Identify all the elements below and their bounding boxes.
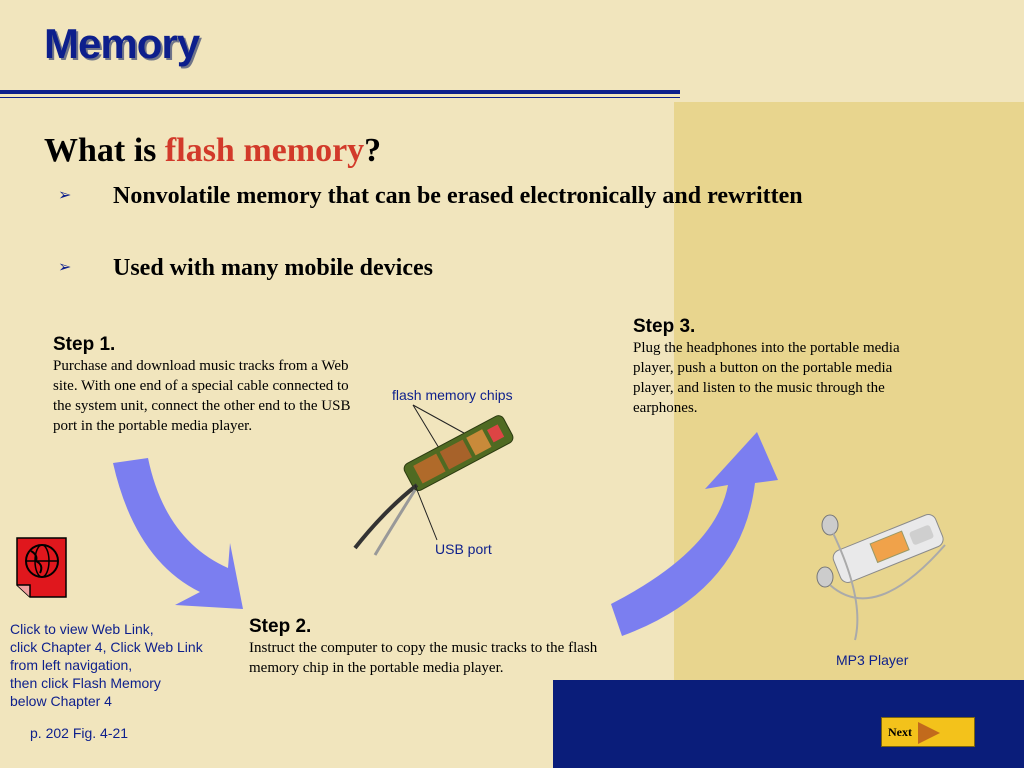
web-link-line: click Chapter 4, Click Web Link — [10, 639, 203, 655]
question-prefix: What is — [44, 132, 165, 169]
step1-to-step2-arrow — [113, 458, 243, 609]
step-3-heading: Step 3. — [633, 316, 696, 337]
page-reference: p. 202 Fig. 4-21 — [30, 725, 129, 741]
flash-memory-device-image — [345, 400, 525, 560]
bullet-arrow-icon: ➢ — [58, 257, 72, 276]
bullet-text: Used with many mobile devices — [113, 255, 433, 281]
step-1-heading: Step 1. — [53, 334, 116, 355]
mp3-player-label: MP3 Player — [836, 652, 909, 668]
web-link-line: Click to view Web Link, — [10, 621, 154, 637]
step2-to-step3-arrow — [611, 432, 778, 636]
web-link-line: below Chapter 4 — [10, 693, 112, 709]
step-2 — [249, 616, 609, 678]
step-1-text: Purchase and download music tracks from a Web site. With one end of a special cable connected to the system unit, connect the other end to the USB port in the portable media player. — [53, 358, 351, 434]
step-2-heading: Step 2. — [249, 616, 312, 637]
step-1 — [53, 334, 363, 436]
step-2-text: Instruct the computer to copy the music tracks to the flash memory chip in the portable media player. — [249, 640, 598, 676]
web-link-line: from left navigation, — [10, 657, 133, 673]
mp3-player-image — [805, 505, 960, 645]
next-button[interactable] — [881, 717, 975, 747]
slide-title: Memory — [44, 20, 200, 67]
flash-chips-label: flash memory chips — [392, 387, 513, 403]
web-link-instructions[interactable] — [10, 620, 240, 710]
usb-port-label: USB port — [435, 541, 492, 557]
step-3 — [633, 316, 903, 418]
step-3-text: Plug the headphones into the portable media player, push a button on the portable media player, and listen to the music through the earphones. — [633, 340, 900, 416]
next-label: Next — [888, 725, 912, 739]
question-suffix: ? — [364, 132, 382, 169]
bullet-text: Nonvolatile memory that can be erased electronically and rewritten — [113, 183, 803, 209]
bullet-arrow-icon: ➢ — [58, 185, 72, 204]
web-link-line: then click Flash Memory — [10, 675, 161, 691]
next-arrow-icon — [918, 722, 940, 744]
web-link-globe-icon[interactable] — [16, 537, 68, 607]
question-highlight: flash memory — [164, 132, 365, 169]
